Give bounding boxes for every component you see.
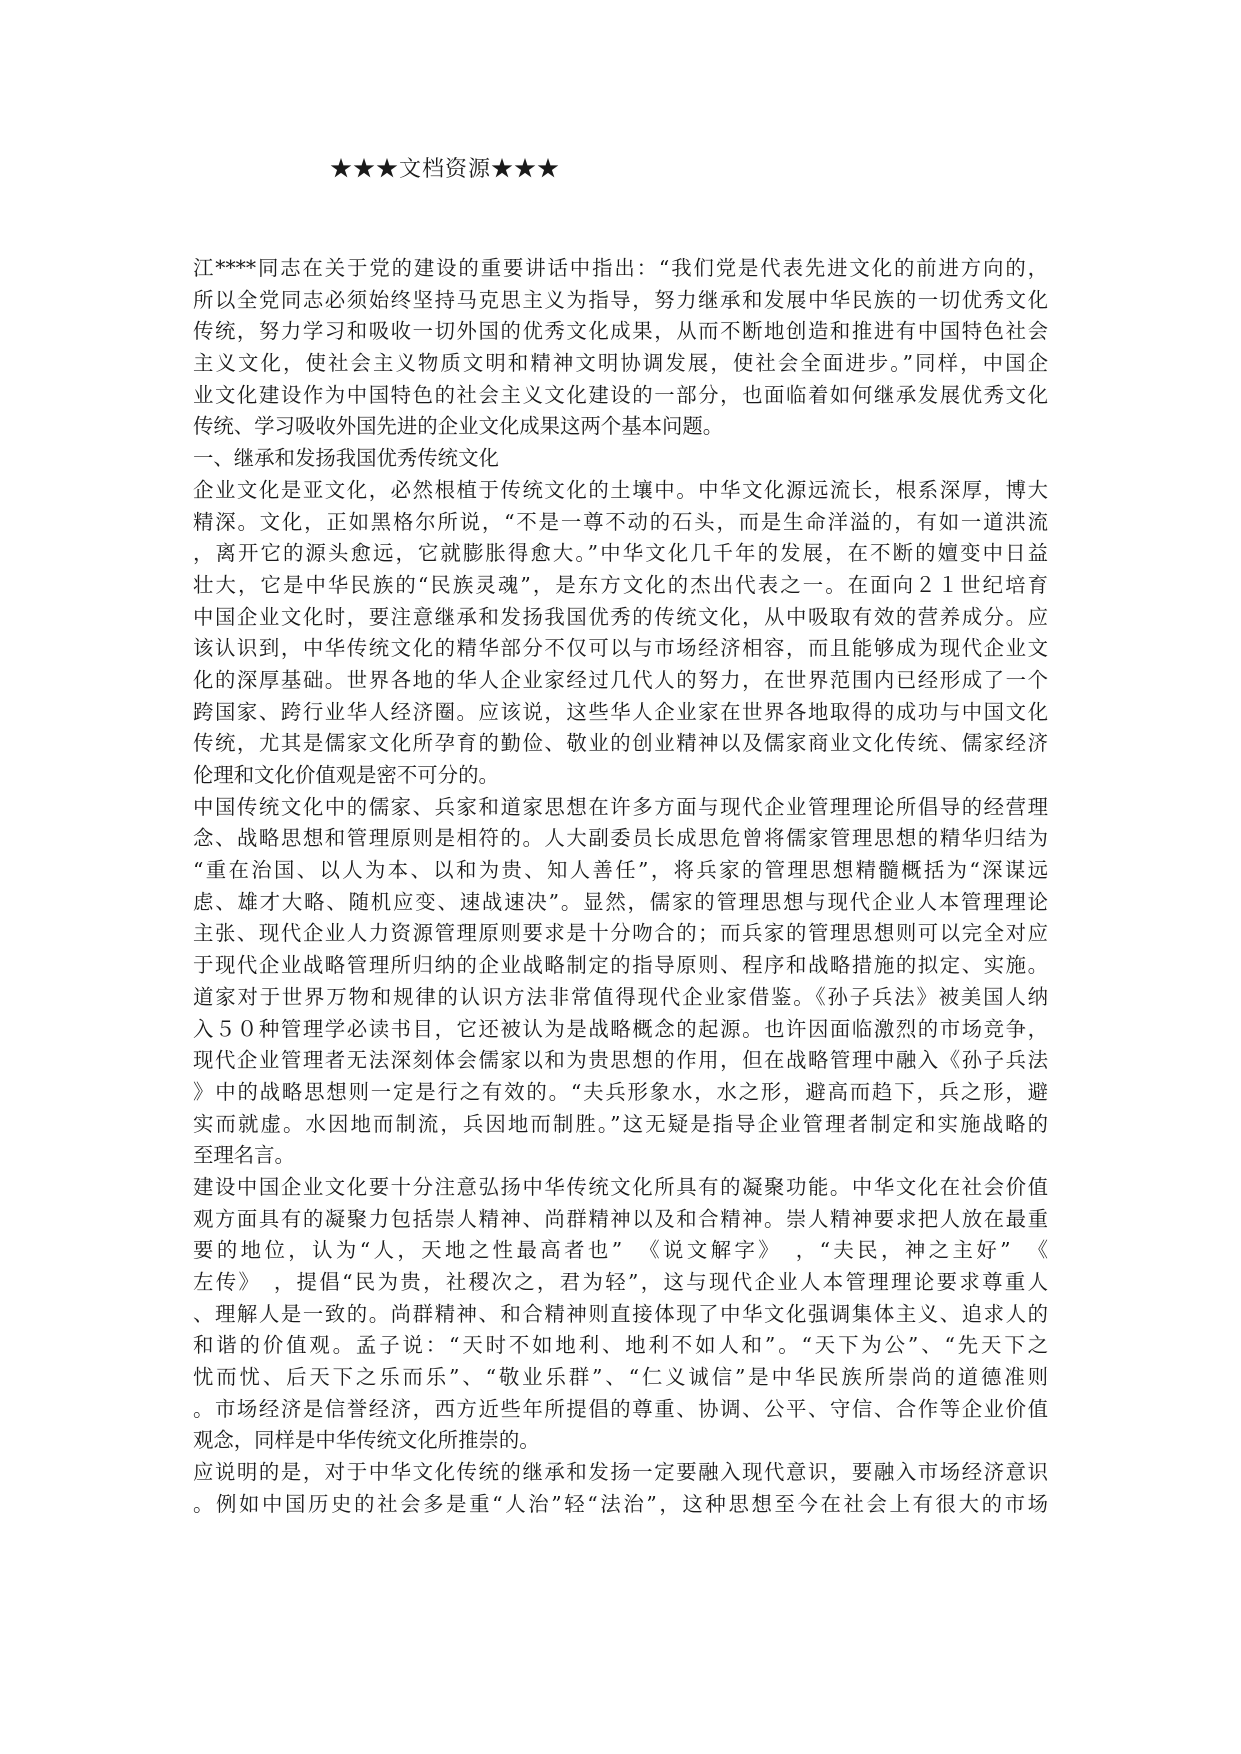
- text-line: 道家对于世界万物和规律的认识方法非常值得现代企业家借鉴。《孙子兵法》被美国人纳: [193, 984, 1048, 1009]
- text-line: 该认识到，中华传统文化的精华部分不仅可以与市场经济相容，而且能够成为现代企业文: [193, 636, 1048, 661]
- text-line: 现代企业管理者无法深刻体会儒家以和为贵思想的作用，但在战略管理中融入《孙子兵法: [193, 1048, 1048, 1073]
- text-line: 一、继承和发扬我国优秀传统文化: [193, 446, 499, 471]
- text-line: 中国传统文化中的儒家、兵家和道家思想在许多方面与现代企业管理理论所倡导的经营理: [193, 794, 1048, 819]
- text-line: ，离开它的源头愈远，它就膨胀得愈大。”中华文化几千年的发展，在不断的嬗变中日益: [193, 541, 1048, 566]
- text-line: 。例如中国历史的社会多是重“人治”轻“法治”，这种思想至今在社会上有很大的市场: [193, 1491, 1048, 1516]
- text-line: 壮大，它是中华民族的“民族灵魂”，是东方文化的杰出代表之一。在面向２１世纪培育: [193, 572, 1048, 597]
- text-line: 至理名言。: [193, 1143, 295, 1168]
- text-line: 观方面具有的凝聚力包括崇人精神、尚群精神以及和合精神。崇人精神要求把人放在最重: [193, 1206, 1048, 1231]
- text-line: 》中的战略思想则一定是行之有效的。“夫兵形象水，水之形，避高而趋下，兵之形，避: [193, 1079, 1048, 1104]
- text-line: 忧而忧、后天下之乐而乐”、“敬业乐群”、“仁义诚信”是中华民族所崇尚的道德准则: [193, 1365, 1048, 1390]
- text-line: 传统，努力学习和吸收一切外国的优秀文化成果，从而不断地创造和推进有中国特色社会: [193, 319, 1048, 344]
- text-line: “重在治国、以人为本、以和为贵、知人善任”，将兵家的管理思想精髓概括为“深谋远: [193, 858, 1048, 883]
- text-line: 中国企业文化时，要注意继承和发扬我国优秀的传统文化，从中吸取有效的营养成分。应: [193, 604, 1048, 629]
- text-line: 、理解人是一致的。尚群精神、和合精神则直接体现了中华文化强调集体主义、追求人的: [193, 1301, 1048, 1326]
- text-line: 传统，尤其是儒家文化所孕育的勤俭、敬业的创业精神以及儒家商业文化传统、儒家经济: [193, 731, 1048, 756]
- text-line: 观念，同样是中华传统文化所推崇的。: [193, 1428, 540, 1453]
- text-line: 主义文化，使社会主义物质文明和精神文明协调发展，使社会全面进步。”同样，中国企: [193, 351, 1048, 376]
- text-line: 跨国家、跨行业华人经济圈。应该说，这些华人企业家在世界各地取得的成功与中国文化: [193, 699, 1048, 724]
- text-line: 伦理和文化价值观是密不可分的。: [193, 763, 499, 787]
- text-line: 江****同志在关于党的建设的重要讲话中指出：“我们党是代表先进文化的前进方向的，: [193, 256, 1048, 280]
- text-line: 建设中国企业文化要十分注意弘扬中华传统文化所具有的凝聚功能。中华文化在社会价值: [193, 1174, 1048, 1199]
- text-line: 企业文化是亚文化，必然根植于传统文化的土壤中。中华文化源远流长，根系深厚，博大: [193, 477, 1048, 502]
- text-line: 所以全党同志必须始终坚持马克思主义为指导，努力继承和发展中华民族的一切优秀文化: [193, 287, 1048, 312]
- text-line: 主张、现代企业人力资源管理原则要求是十分吻合的；而兵家的管理思想则可以完全对应: [193, 921, 1048, 946]
- text-line: 应说明的是，对于中华文化传统的继承和发扬一定要融入现代意识，要融入市场经济意识: [193, 1460, 1048, 1485]
- text-line: 入５０种管理学必读书目，它还被认为是战略概念的起源。也许因面临激烈的市场竞争，: [193, 1016, 1048, 1041]
- text-line: 于现代企业战略管理所归纳的企业战略制定的指导原则、程序和战略措施的拟定、实施。: [193, 953, 1048, 978]
- text-line: 实而就虚。水因地而制流，兵因地而制胜。”这无疑是指导企业管理者制定和实施战略的: [193, 1111, 1048, 1136]
- text-line: 念、战略思想和管理原则是相符的。人大副委员长成思危曾将儒家管理思想的精华归结为: [193, 826, 1048, 851]
- text-line: 精深。文化，正如黑格尔所说，“不是一尊不动的石头，而是生命洋溢的，有如一道洪流: [193, 509, 1048, 534]
- document-body: [193, 253, 1048, 1521]
- text-line: 左传》 ，提倡“民为贵，社稷次之，君为轻”，这与现代企业人本管理理论要求尊重人: [193, 1270, 1048, 1294]
- document-header: ★★★文档资源★★★: [330, 157, 561, 182]
- text-line: 和谐的价值观。孟子说：“天时不如地利、地利不如人和”。“天下为公”、“先天下之: [193, 1333, 1048, 1358]
- text-line: 虑、雄才大略、随机应变、速战速决”。显然，儒家的管理思想与现代企业人本管理理论: [193, 889, 1048, 914]
- text-line: 化的深厚基础。世界各地的华人企业家经过几代人的努力，在世界范围内已经形成了一个: [193, 667, 1048, 692]
- text-line: 业文化建设作为中国特色的社会主义文化建设的一部分，也面临着如何继承发展优秀文化: [193, 382, 1048, 407]
- text-line: 要的地位，认为“人，天地之性最高者也” 《说文解字》 ，“夫民，神之主好” 《: [193, 1238, 1048, 1263]
- text-line: 传统、学习吸收外国先进的企业文化成果这两个基本问题。: [193, 414, 724, 439]
- text-line: 。市场经济是信誉经济，西方近些年所提倡的尊重、协调、公平、守信、合作等企业价值: [193, 1396, 1048, 1421]
